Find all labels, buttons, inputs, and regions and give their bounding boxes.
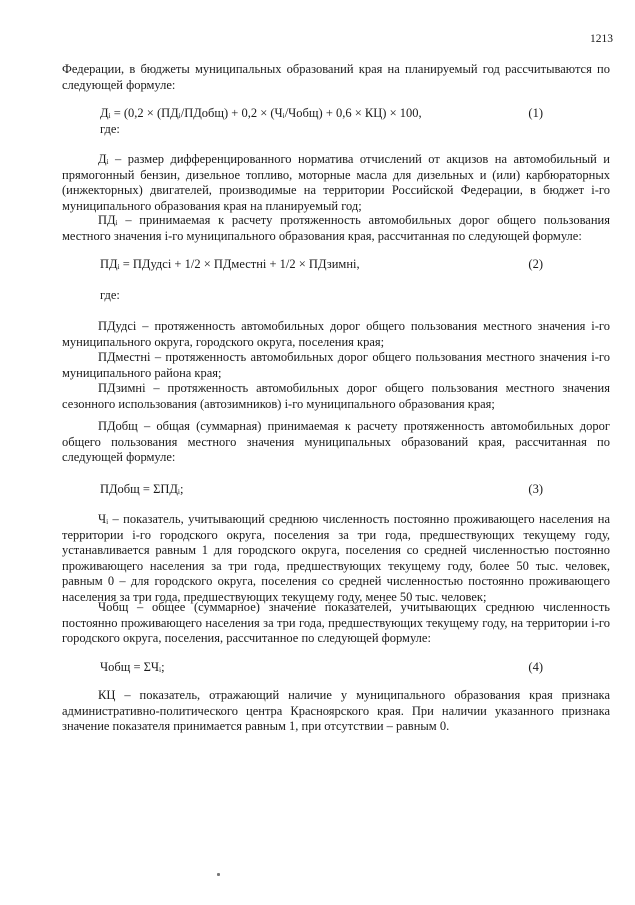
definition-pd: ПДᵢ – принимаемая к расчету протяженность автомобильных дорог общего пользования местного значения i-го муниципального образования края, рассчитанная по следующей формуле: [62,213,610,243]
definition-kc: КЦ – показатель, отражающий наличие у муниципального образования края признака административно-политического центра Красноярского края. При наличии указанного признака значение показателя принимается равным 1, при отсутствии – равным 0. [62,688,610,733]
formula-3: ПДобщ = ΣПДᵢ; [100,482,184,496]
formula-4: Чобщ = ΣЧᵢ; [100,660,165,674]
formula-4-number: (4) [528,660,543,674]
definition-pd-obsh: ПДобщ – общая (суммарная) принимаемая к расчету протяженность автомобильных дорог общего пользования местного значения муниципальных образований края, рассчитанная по следующей формуле: [62,419,610,464]
definition-ch-obsh: Чобщ – общее (суммарное) значение показателей, учитывающих среднюю численность постоянно проживающего населения за три года, предшествующих текущему году, на территории i-го городского округа, поселения, рассчитанное по следующей формуле: [62,600,610,645]
formula-1: Дᵢ = (0,2 × (ПДᵢ/ПДобщ) + 0,2 × (Чᵢ/Чобщ) + 0,6 × КЦ) × 100, [100,106,422,120]
definition-ch: Чᵢ – показатель, учитывающий среднюю численность постоянно проживающего населения на территории i-го городского округа, поселения за три года, предшествующих текущему году, устанавливается равным 1 для городского округа, поселения со средней численностью постоянно проживающего населения за три года, предшествующих текущему году, более 50 тыс. человек, равным 0 – для городского округа, поселения со средней численностью постоянно проживающего населения за три года, предшествующих текущему году, менее 50 тыс. человек; [62,512,610,604]
definition-pd-zimn: ПДзимнi – протяженность автомобильных дорог общего пользования местного значения сезонного использования (автозимников) i-го муниципального образования края; [62,381,610,411]
intro-paragraph: Федерации, в бюджеты муниципальных образований края на планируемый год рассчитываются по следующей формуле: [62,62,610,92]
definition-d: Дᵢ – размер дифференцированного норматива отчислений от акцизов на автомобильный и прямогонный бензин, дизельное топливо, моторные масла для дизельных и (или) карбюраторных (инжекторных) двигателей, производимые на территории Российской Федерации, в бюджет i-го муниципального образования края на планируемый год; [62,152,610,213]
formula-1-number: (1) [528,106,543,120]
definition-pd-uds: ПДудсi – протяженность автомобильных дорог общего пользования местного значения i-го муниципального округа, городского округа, поселения края; [62,319,610,349]
formula-2-where: где: [100,288,120,302]
scan-mark [217,873,220,876]
formula-2: ПДᵢ = ПДудсi + 1/2 × ПДместнi + 1/2 × ПДзимнi, [100,257,360,271]
page-number: 1213 [590,33,613,45]
definition-pd-mestn: ПДместнi – протяженность автомобильных дорог общего пользования местного значения i-го муниципального района края; [62,350,610,380]
formula-1-where: где: [100,122,120,136]
formula-2-number: (2) [528,257,543,271]
formula-3-number: (3) [528,482,543,496]
